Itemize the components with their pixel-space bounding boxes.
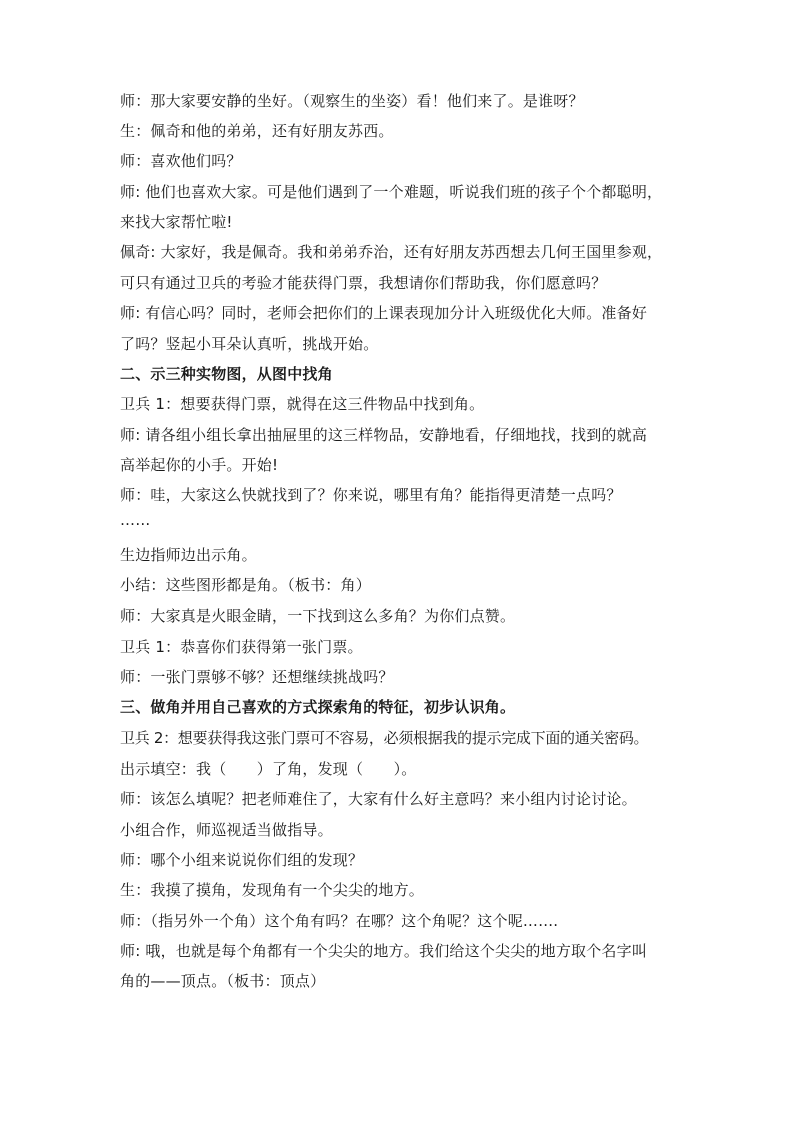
dialogue-line: 卫兵 2：想要获得我这张门票可不容易，必须根据我的提示完成下面的通关密码。 xyxy=(120,729,649,747)
dialogue-line: 师：哪个小组来说说你们组的发现？ xyxy=(120,851,364,869)
dialogue-line: 师: 有信心吗？同时，老师会把你们的上课表现加分计入班级优化大师。准备好 xyxy=(120,304,648,322)
ellipsis-line: …… xyxy=(120,511,151,529)
dialogue-line: 生边指师边出示角。 xyxy=(120,546,257,564)
dialogue-line: 卫兵 1：想要获得门票，就得在这三件物品中找到角。 xyxy=(120,395,485,413)
dialogue-line: 师: 请各组小组长拿出抽屉里的这三样物品，安静地看，仔细地找，找到的就高 xyxy=(120,426,648,444)
dialogue-line: 卫兵 1：恭喜你们获得第一张门票。 xyxy=(120,638,363,656)
dialogue-line: 师：喜欢他们吗？ xyxy=(120,152,242,170)
dialogue-line: 小组合作，师巡视适当做指导。 xyxy=(120,821,333,839)
dialogue-line: 高举起你的小手。开始! xyxy=(120,456,279,474)
dialogue-line: 小结：这些图形都是角。（板书：角） xyxy=(120,576,371,594)
document-page xyxy=(120,92,680,1002)
dialogue-line: 师: 哦，也就是每个角都有一个尖尖的地方。我们给这个尖尖的地方取个名字叫 xyxy=(120,942,648,960)
dialogue-line: 师: 他们也喜欢大家。可是他们遇到了一个难题，听说我们班的孩子个个都聪明， xyxy=(120,183,663,201)
dialogue-line: 师：（指另外一个角）这个角有吗？在哪？这个角呢？这个呢……. xyxy=(120,912,559,930)
dialogue-line: 师：一张门票够不够？还想继续挑战吗？ xyxy=(120,668,394,686)
dialogue-line: 师：哇，大家这么快就找到了？你来说，哪里有角？能指得更清楚一点吗？ xyxy=(120,486,622,504)
dialogue-line: 角的——顶点。（板书：顶点） xyxy=(120,972,326,990)
dialogue-line: 生：佩奇和他的弟弟，还有好朋友苏西。 xyxy=(120,122,394,140)
dialogue-line: 生：我摸了摸角，发现角有一个尖尖的地方。 xyxy=(120,881,425,899)
dialogue-line: 来找大家帮忙啦! xyxy=(120,213,233,231)
dialogue-line: 出示填空：我（ ）了角，发现（ ）。 xyxy=(120,760,417,778)
dialogue-line: 师：该怎么填呢？把老师难住了，大家有什么好主意吗？来小组内讨论讨论。 xyxy=(120,790,637,808)
dialogue-line: 师：那大家要安静的坐好。（观察生的坐姿）看！他们来了。是谁呀？ xyxy=(120,92,584,110)
dialogue-line: 师：大家真是火眼金睛，一下找到这么多角？为你们点赞。 xyxy=(120,607,516,625)
section-heading: 三、做角并用自己喜欢的方式探索角的特征，初步认识角。 xyxy=(120,698,516,716)
section-heading: 二、示三种实物图，从图中找角 xyxy=(120,365,333,383)
dialogue-line: 佩奇: 大家好，我是佩奇。我和弟弟乔治，还有好朋友苏西想去几何王国里参观， xyxy=(120,243,663,261)
dialogue-line: 可只有通过卫兵的考验才能获得门票，我想请你们帮助我，你们愿意吗？ xyxy=(120,274,607,292)
dialogue-line: 了吗？竖起小耳朵认真听，挑战开始。 xyxy=(120,335,379,353)
